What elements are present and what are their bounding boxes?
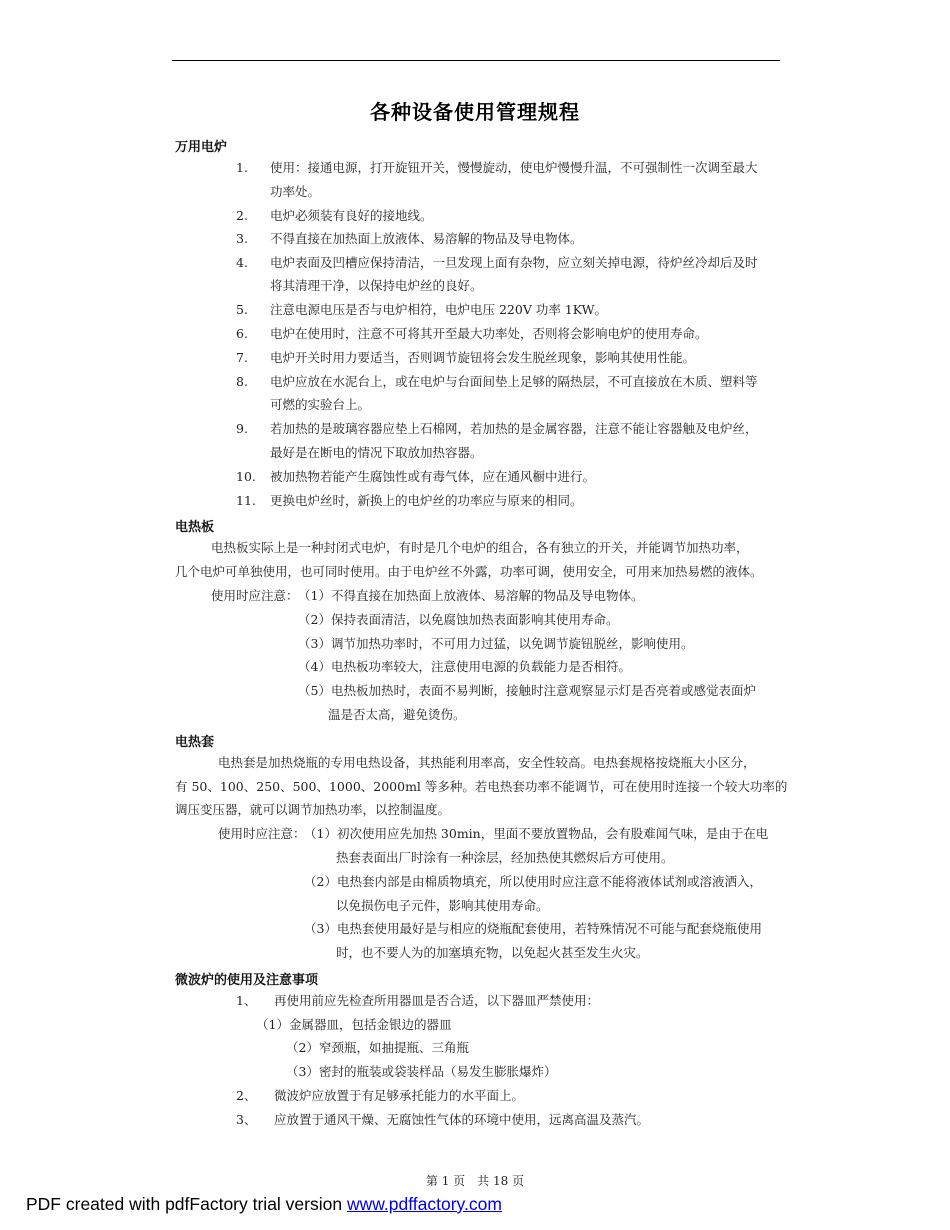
sub-item: （2）窄颈瓶，如抽提瓶、三角瓶 (286, 1040, 469, 1055)
header-rule (172, 60, 780, 61)
note-item: （2）电热套内部是由棉质物填充，所以使用时应注意不能将液体试剂或溶液洒入， (304, 874, 762, 889)
list-number: 7. (236, 350, 248, 365)
list-number: 10. (236, 469, 256, 484)
note-item: 温是否太高，避免烫伤。 (328, 707, 466, 722)
list-number: 11. (236, 493, 256, 508)
note-item: （5）电热板加热时，表面不易判断，接触时注意观察显示灯是否亮着或感觉表面炉 (298, 683, 756, 698)
list-item-text: 微波炉应放置于有足够承托能力的水平面上。 (274, 1088, 525, 1103)
note-item: 热套表面出厂时涂有一种涂层，经加热使其燃烬后方可使用。 (336, 850, 674, 865)
list-item-text: 若加热的是玻璃容器应垫上石棉网，若加热的是金属容器，注意不能让容器触及电炉丝， (270, 421, 758, 436)
paragraph-line: 电热套是加热烧瓶的专用电热设备，其热能利用率高，安全性较高。电热套规格按烧瓶大小区分， (218, 755, 756, 770)
list-item-text: 可燃的实验台上。 (270, 397, 371, 412)
paragraph-line: 调压变压器，就可以调节加热功率，以控制温度。 (175, 802, 451, 817)
document-title: 各种设备使用管理规程 (370, 100, 580, 124)
section-heading-mantle: 电热套 (175, 735, 215, 750)
note-label: 使用时应注意： (218, 826, 306, 841)
section-heading-furnace: 万用电炉 (175, 140, 228, 155)
list-number: 2、 (236, 1088, 257, 1103)
list-number: 5. (236, 302, 248, 317)
note-item: 以免损伤电子元件，影响其使用寿命。 (336, 898, 549, 913)
list-item-text: 电炉在使用时，注意不可将其开至最大功率处，否则将会影响电炉的使用寿命。 (270, 326, 708, 341)
list-item-text: 电炉应放在水泥台上，或在电炉与台面间垫上足够的隔热层，不可直接放在木质、塑料等 (270, 374, 758, 389)
note-label: 使用时应注意： (211, 588, 299, 603)
paragraph-line: 几个电炉可单独使用，也可同时使用。由于电炉丝不外露，功率可调，使用安全，可用来加热易燃的液体。 (175, 564, 763, 579)
watermark-text: PDF created with pdfFactory trial version (26, 1194, 347, 1214)
section-heading-hotplate: 电热板 (175, 520, 215, 535)
note-item: （4）电热板功率较大，注意使用电源的负载能力是否相符。 (298, 659, 631, 674)
paragraph-line: 电热板实际上是一种封闭式电炉，有时是几个电炉的组合，各有独立的开关，并能调节加热功率， (211, 540, 749, 555)
sub-item: （1）金属器皿，包括金银边的器皿 (256, 1017, 452, 1032)
list-item-text: 注意电源电压是否与电炉相符，电炉电压 220V 功率 1KW。 (270, 302, 608, 317)
list-item-text: 功率处。 (270, 184, 321, 199)
list-number: 2. (236, 208, 248, 223)
list-item-text: 更换电炉丝时，新换上的电炉丝的功率应与原来的相同。 (270, 493, 583, 508)
page-footer: 第 1 页 共 18 页 (425, 1174, 525, 1188)
list-item-text: 电炉必须装有良好的接地线。 (270, 208, 433, 223)
list-item-text: 再使用前应先检查所用器皿是否合适，以下器皿严禁使用： (274, 993, 600, 1008)
list-item-text: 最好是在断电的情况下取放加热容器。 (270, 445, 483, 460)
list-item-text: 将其清理干净，以保持电炉丝的良好。 (270, 278, 483, 293)
list-number: 1. (236, 160, 248, 175)
list-item-text: 使用：接通电源，打开旋钮开关，慢慢旋动，使电炉慢慢升温，不可强制性一次调至最大 (270, 160, 758, 175)
list-number: 8. (236, 374, 248, 389)
section-heading-microwave: 微波炉的使用及注意事项 (175, 973, 319, 988)
note-item: （3）调节加热功率时，不可用力过猛，以免调节旋钮脱丝，影响使用。 (298, 636, 694, 651)
list-item-text: 电炉开关时用力要适当，否则调节旋钮将会发生脱丝现象，影响其使用性能。 (270, 350, 696, 365)
paragraph-line: 有 50、100、250、500、1000、2000ml 等多种。若电热套功率不能调节，可在使用时连接一个较大功率的 (175, 779, 788, 794)
note-item: （3）电热套使用最好是与相应的烧瓶配套使用，若特殊情况不可能与配套烧瓶使用 (304, 921, 762, 936)
list-item-text: 不得直接在加热面上放液体、易溶解的物品及导电物体。 (270, 231, 583, 246)
list-number: 3. (236, 231, 248, 246)
sub-item: （3）密封的瓶装或袋装样品（易发生膨胀爆炸） (286, 1064, 557, 1079)
list-number: 9. (236, 421, 248, 436)
note-item: （1）初次使用应先加热 30min，里面不要放置物品，会有股难闻气味，是由于在电 (304, 826, 769, 841)
list-number: 3、 (236, 1112, 257, 1127)
list-number: 1、 (236, 993, 257, 1008)
watermark-link[interactable]: www.pdffactory.com (346, 1194, 502, 1214)
list-item-text: 被加热物若能产生腐蚀性或有毒气体，应在通风橱中进行。 (270, 469, 596, 484)
list-number: 4. (236, 255, 248, 270)
list-item-text: 应放置于通风干燥、无腐蚀性气体的环境中使用，远离高温及蒸汽。 (274, 1112, 650, 1127)
note-item: （1）不得直接在加热面上放液体、易溶解的物品及导电物体。 (298, 588, 644, 603)
note-item: （2）保持表面清洁，以免腐蚀加热表面影响其使用寿命。 (298, 612, 619, 627)
note-item: 时，也不要人为的加塞填充物，以免起火甚至发生火灾。 (336, 945, 649, 960)
list-item-text: 电炉表面及凹槽应保持清洁，一旦发现上面有杂物，应立刻关掉电源，待炉丝冷却后及时 (270, 255, 758, 270)
list-number: 6. (236, 326, 248, 341)
pdf-watermark (26, 1194, 502, 1215)
